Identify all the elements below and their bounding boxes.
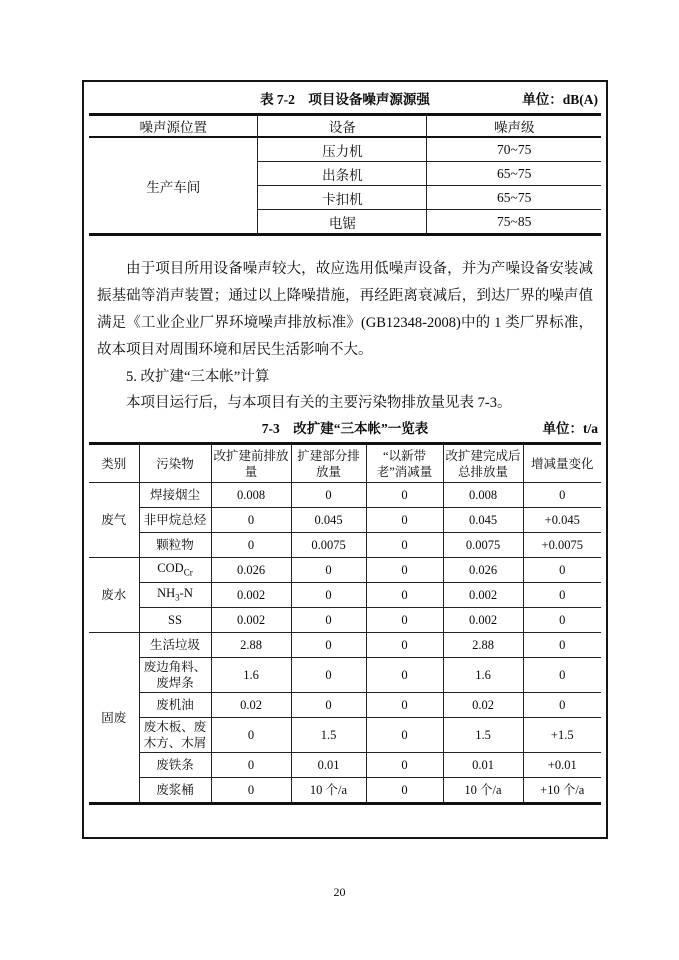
table72-caption: 表 7-2 项目设备噪声源源强 — [260, 92, 430, 107]
item5-heading: 5. 改扩建“三本帐”计算 — [126, 369, 270, 385]
device-cell: 压力机 — [258, 137, 427, 162]
table73-caption: 7-3 改扩建“三本帐”一览表 — [261, 421, 429, 436]
table-row — [89, 508, 601, 533]
value-cell: 1.5 — [443, 718, 523, 753]
pollutant-cell: 废铁条 — [139, 753, 211, 778]
pollutant-cell: 废木板、废木方、木屑 — [139, 718, 211, 753]
table-header-cell: 类别 — [89, 444, 139, 483]
pollutant-cell: 废边角料、废焊条 — [139, 658, 211, 693]
level-cell: 70~75 — [427, 137, 601, 162]
noise-impact-paragraph: 由于项目所用设备噪声较大，故应选用低噪声设备，并为产噪设备安装减振基础等消声装置；通过以上降噪措施，再经距离衰减后，到达厂界的噪声值满足《工业企业厂界环境噪声排放标准》(GB12348-2008)中的 1 类厂界标准，故本项目对周围环境和居民生活影响不大。 — [97, 261, 593, 358]
pollutant-cell: $NH_3-N$ — [139, 583, 211, 608]
value-cell: 0 — [366, 558, 443, 583]
value-cell: 0 — [523, 608, 601, 633]
value-cell: +1.5 — [523, 718, 601, 753]
level-cell: 65~75 — [427, 186, 601, 210]
value-cell: 0 — [523, 658, 601, 693]
noise-source-table — [89, 113, 601, 236]
value-cell: 0 — [291, 693, 366, 718]
table-header-row — [89, 444, 601, 483]
table-header-cell: “以新带老”消减量 — [366, 444, 443, 483]
category-cell: 固废 — [89, 633, 139, 804]
pollutant-cell: 生活垃圾 — [139, 633, 211, 658]
device-cell: 卡扣机 — [258, 186, 427, 210]
value-cell: 0 — [291, 658, 366, 693]
three-accounts-table — [89, 442, 601, 805]
value-cell: 2.88 — [443, 633, 523, 658]
value-cell: 10 个/a — [443, 778, 523, 804]
value-cell: 0 — [366, 658, 443, 693]
value-cell: 0.008 — [443, 483, 523, 508]
table-row — [89, 483, 601, 508]
table-row — [89, 583, 601, 608]
table-row — [89, 533, 601, 558]
location-cell: 生产车间 — [89, 137, 258, 235]
table-header-cell: 增减量变化 — [523, 444, 601, 483]
value-cell: 0 — [211, 508, 291, 533]
table-header-row — [89, 115, 601, 138]
value-cell: 0.0075 — [443, 533, 523, 558]
value-cell: 0.002 — [211, 608, 291, 633]
value-cell: 0 — [523, 583, 601, 608]
value-cell: 0.045 — [291, 508, 366, 533]
value-cell: 0.01 — [443, 753, 523, 778]
table-header-cell: 设备 — [258, 115, 427, 138]
value-cell: +0.045 — [523, 508, 601, 533]
table-row — [89, 693, 601, 718]
category-cell: 废气 — [89, 483, 139, 558]
value-cell: 0 — [366, 533, 443, 558]
pollutant-cell: SS — [139, 608, 211, 633]
value-cell: 0 — [291, 583, 366, 608]
table-header-cell: 污染物 — [139, 444, 211, 483]
pollutant-cell: $COD_{Cr}$ — [139, 558, 211, 583]
value-cell: 0 — [366, 508, 443, 533]
page-number: 20 — [333, 885, 346, 899]
table-header-cell: 噪声源位置 — [89, 115, 258, 138]
value-cell: 0.002 — [211, 583, 291, 608]
table-row — [89, 608, 601, 633]
table-row — [89, 633, 601, 658]
value-cell: 0.008 — [211, 483, 291, 508]
pollutant-cell: 废机油 — [139, 693, 211, 718]
value-cell: 0.026 — [443, 558, 523, 583]
value-cell: 0 — [366, 633, 443, 658]
value-cell: 0.02 — [211, 693, 291, 718]
table-header-cell: 改扩建前排放量 — [211, 444, 291, 483]
value-cell: 0 — [366, 608, 443, 633]
table73-unit-label: 单位：t/a — [542, 421, 598, 436]
value-cell: 0.026 — [211, 558, 291, 583]
table72-unit-label: 单位：dB(A) — [522, 92, 598, 107]
value-cell: 0 — [366, 718, 443, 753]
content-border — [82, 80, 608, 839]
device-cell: 电锯 — [258, 210, 427, 235]
pollutant-cell: 非甲烷总烃 — [139, 508, 211, 533]
table-row — [89, 753, 601, 778]
value-cell: 0.02 — [443, 693, 523, 718]
value-cell: 0.01 — [291, 753, 366, 778]
value-cell: 0 — [291, 608, 366, 633]
pollutant-cell: 废浆桶 — [139, 778, 211, 804]
value-cell: 0 — [366, 753, 443, 778]
table-header-cell: 改扩建完成后总排放量 — [443, 444, 523, 483]
value-cell: +0.0075 — [523, 533, 601, 558]
value-cell: 0 — [211, 533, 291, 558]
table-header-cell: 扩建部分排放量 — [291, 444, 366, 483]
value-cell: 0 — [211, 753, 291, 778]
subscript: Cr — [183, 567, 193, 578]
table-header-cell: 噪声级 — [427, 115, 601, 138]
value-cell: 0.002 — [443, 608, 523, 633]
value-cell: 0 — [366, 693, 443, 718]
subscript: 3 — [175, 592, 180, 603]
value-cell: 0 — [523, 693, 601, 718]
value-cell: 0 — [291, 633, 366, 658]
table72-caption-line — [84, 90, 606, 110]
table73-caption-line — [84, 419, 606, 439]
value-cell: 0 — [366, 483, 443, 508]
value-cell: 0 — [523, 558, 601, 583]
item5-text: 本项目运行后，与本项目有关的主要污染物排放量见表 7-3。 — [126, 395, 512, 411]
value-cell: 2.88 — [211, 633, 291, 658]
table-row — [89, 658, 601, 693]
table-row — [89, 558, 601, 583]
level-cell: 65~75 — [427, 162, 601, 186]
value-cell: 1.6 — [443, 658, 523, 693]
device-cell: 出条机 — [258, 162, 427, 186]
value-cell: 0 — [523, 633, 601, 658]
table-row — [89, 718, 601, 753]
value-cell: 0.0075 — [291, 533, 366, 558]
value-cell: 0 — [366, 583, 443, 608]
value-cell: 1.5 — [291, 718, 366, 753]
value-cell: +10 个/a — [523, 778, 601, 804]
level-cell: 75~85 — [427, 210, 601, 235]
table-row — [89, 778, 601, 804]
value-cell: 0 — [291, 558, 366, 583]
value-cell: 0 — [523, 483, 601, 508]
value-cell: 0.045 — [443, 508, 523, 533]
value-cell: 0.002 — [443, 583, 523, 608]
pollutant-cell: 颗粒物 — [139, 533, 211, 558]
value-cell: 10 个/a — [291, 778, 366, 804]
value-cell: 1.6 — [211, 658, 291, 693]
pollutant-cell: 焊接烟尘 — [139, 483, 211, 508]
value-cell: 0 — [291, 483, 366, 508]
value-cell: +0.01 — [523, 753, 601, 778]
value-cell: 0 — [211, 718, 291, 753]
value-cell: 0 — [211, 778, 291, 804]
noise-impact-paragraph-block — [97, 256, 593, 364]
category-cell: 废水 — [89, 558, 139, 633]
table-row — [89, 137, 601, 162]
value-cell: 0 — [366, 778, 443, 804]
